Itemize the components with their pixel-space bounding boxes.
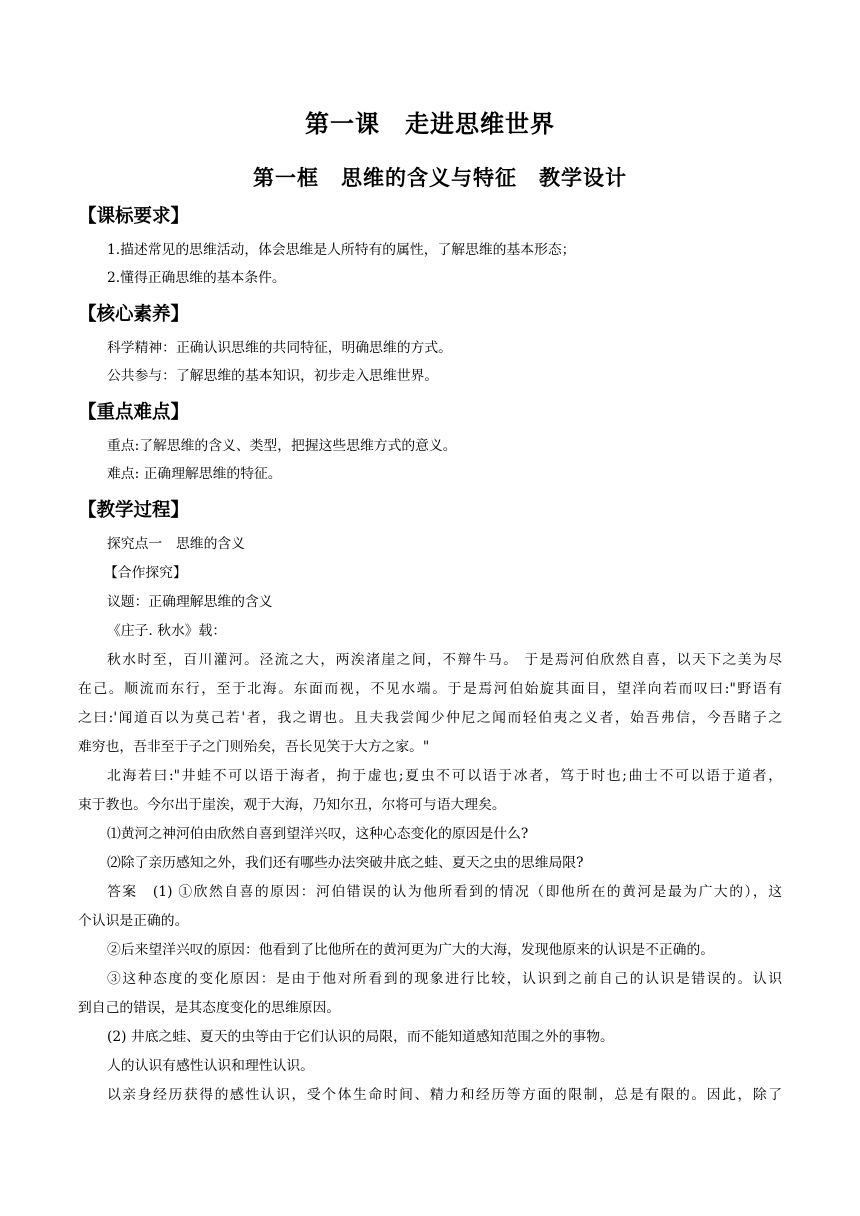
text-line: 探究点一 思维的含义 — [107, 536, 245, 552]
lesson-subtitle: 第一框 思维的含义与特征 教学设计 — [253, 166, 627, 190]
text-line: 2.懂得正确思维的基本条件。 — [107, 270, 286, 286]
answer-line: (2) 井底之蛙、夏天的虫等由于它们认识的局限，而不能知道感知范围之外的事物。 — [107, 1029, 614, 1045]
text-line: 重点:了解思维的含义、类型，把握这些思维方式的意义。 — [107, 438, 457, 454]
section-heading-jiaoxue: 【教学过程】 — [78, 500, 190, 521]
text-line: 以亲身经历获得的感性认识，受个体生命时间、精力和经历等方面的限制，总是有限的。因此，除了 — [107, 1087, 782, 1103]
text-line: 人的认识有感性认识和理性认识。 — [107, 1058, 314, 1074]
section-heading-zhongdian: 【重点难点】 — [78, 402, 190, 423]
text-line: 议题：正确理解思维的含义 — [107, 594, 273, 610]
question-1: ⑴黄河之神河伯由欣然自喜到望洋兴叹，这种心态变化的原因是什么? — [107, 826, 529, 842]
answer-line: ②后来望洋兴叹的原因：他看到了比他所在的黄河更为广大的大海，发现他原来的认识是不正确的。 — [107, 942, 715, 958]
answer-line: 个认识是正确的。 — [78, 913, 189, 929]
answer-line: 到自己的错误，是其态度变化的思维原因。 — [78, 1000, 341, 1016]
text-line: 秋水时至，百川灌河。泾流之大，两涘渚崖之间，不辩牛马。 于是焉河伯欣然自喜，以天下之美为尽 — [107, 652, 782, 668]
question-2: ⑵除了亲历感知之外，我们还有哪些办法突破井底之蛙、夏天之虫的思维局限? — [107, 855, 584, 871]
text-line: 公共参与：了解思维的基本知识，初步走入思维世界。 — [107, 368, 439, 384]
text-line: 难穷也，吾非至于子之门则殆矣，吾长见笑于大方之家。" — [78, 739, 430, 755]
text-line: 【合作探究】 — [104, 565, 187, 581]
answer-line: 答案 (1) ①欣然自喜的原因：河伯错误的认为他所看到的情况（即他所在的黄河是最为广大的），这 — [107, 884, 782, 900]
text-line: 1.描述常见的思维活动，体会思维是人所特有的属性，了解思维的基本形态； — [107, 242, 576, 258]
text-line: 难点: 正确理解思维的特征。 — [107, 466, 282, 482]
section-heading-hexin: 【核心素养】 — [78, 304, 190, 325]
lesson-title: 第一课 走进思维世界 — [305, 110, 555, 138]
text-line: 北海若曰:"井蛙不可以语于海者，拘于虚也;夏虫不可以语于冰者，笃于时也;曲士不可以语于道者， — [107, 768, 782, 784]
text-line: 之曰:'闻道百以为莫己若'者，我之谓也。且夫我尝闻少仲尼之闻而轻伯夷之义者，始吾弗信，今吾睹子之 — [78, 710, 782, 726]
text-line: 束于教也。今尔出于崖涘，观于大海，乃知尔丑，尔将可与语大理矣。 — [78, 797, 506, 813]
text-line: 《庄子. 秋水》载： — [107, 623, 227, 639]
answer-line: ③这种态度的变化原因：是由于他对所看到的现象进行比较，认识到之前自己的认识是错误的。认识 — [107, 971, 782, 987]
text-line: 科学精神：正确认识思维的共同特征，明确思维的方式。 — [107, 340, 452, 356]
section-heading-kebiao: 【课标要求】 — [78, 206, 190, 227]
text-line: 在己。顺流而东行，至于北海。东面而视，不见水端。于是焉河伯始旋其面目，望洋向若而叹曰:"野语有 — [78, 681, 782, 697]
